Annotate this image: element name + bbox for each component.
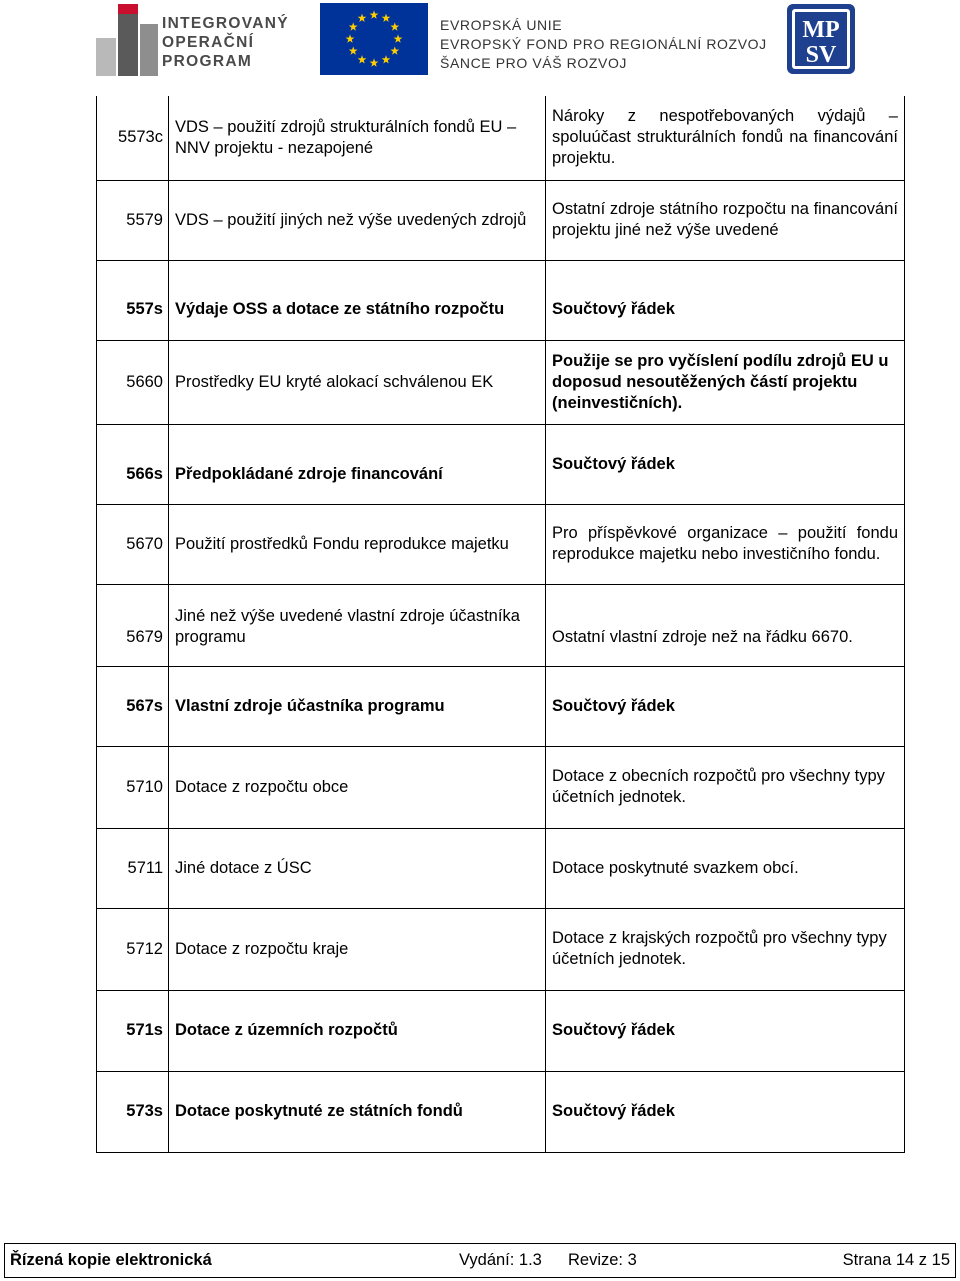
document-footer — [4, 1243, 956, 1278]
row-description: Součtový řádek — [546, 1071, 905, 1152]
iop-line-1: INTEGROVANÝ — [162, 15, 289, 32]
eu-flag-icon — [320, 3, 428, 75]
row-name: Výdaje OSS a dotace ze státního rozpočtu — [169, 260, 546, 340]
row-code: 5679 — [97, 584, 169, 666]
table-row — [97, 908, 905, 990]
row-description: Dotace z obecních rozpočtů pro všechny typy účetních jednotek. — [546, 746, 905, 828]
row-code: 5670 — [97, 504, 169, 584]
row-name: Vlastní zdroje účastníka programu — [169, 666, 546, 746]
table-row — [97, 746, 905, 828]
table-row-summary — [97, 424, 905, 504]
row-code: 5710 — [97, 746, 169, 828]
controlled-copy-label: Řízená kopie elektronická — [10, 1251, 212, 1269]
page-header — [0, 0, 960, 84]
row-code: 5573c — [97, 96, 169, 180]
row-description: Nároky z nespotřebovaných výdajů – spoluúčast strukturálních fondů na financování projektu. — [546, 96, 905, 180]
funding-codes-table — [96, 96, 905, 1153]
row-name: VDS – použití zdrojů strukturálních fondů EU – NNV projektu - nezapojené — [169, 96, 546, 180]
row-description: Součtový řádek — [546, 424, 905, 504]
row-code: 557s — [97, 260, 169, 340]
iop-line-2: OPERAČNÍ — [162, 34, 255, 51]
row-name: Prostředky EU kryté alokací schválenou EK — [169, 340, 546, 424]
table-row-summary — [97, 990, 905, 1071]
row-description: Součtový řádek — [546, 666, 905, 746]
row-code: 5660 — [97, 340, 169, 424]
table-row — [97, 340, 905, 424]
row-code: 571s — [97, 990, 169, 1071]
row-name: Použití prostředků Fondu reprodukce majetku — [169, 504, 546, 584]
table-row — [97, 504, 905, 584]
row-code: 5579 — [97, 180, 169, 260]
row-description: Ostatní zdroje státního rozpočtu na financování projektu jiné než výše uvedené — [546, 180, 905, 260]
row-code: 5711 — [97, 828, 169, 908]
table-row — [97, 584, 905, 666]
eu-line-2: EVROPSKÝ FOND PRO REGIONÁLNÍ ROZVOJ — [440, 36, 767, 52]
mpsv-logo-icon — [786, 3, 856, 75]
row-description: Ostatní vlastní zdroje než na řádku 6670. — [546, 584, 905, 666]
page-number: Strana 14 z 15 — [842, 1251, 950, 1269]
row-name: Dotace poskytnuté ze státních fondů — [169, 1071, 546, 1152]
mpsv-logo-line-1: MP — [802, 17, 840, 43]
row-code: 567s — [97, 666, 169, 746]
row-code: 573s — [97, 1071, 169, 1152]
row-name: Předpokládané zdroje financování — [169, 424, 546, 504]
funding-codes-table-wrap — [96, 96, 904, 1153]
row-name: Dotace z územních rozpočtů — [169, 990, 546, 1071]
row-description: Použije se pro vyčíslení podílu zdrojů EU u doposud nesoutěžených částí projektu (neinvestičních). — [546, 340, 905, 424]
row-description: Součtový řádek — [546, 260, 905, 340]
mpsv-logo-line-2: SV — [805, 42, 837, 68]
eu-wordmark — [440, 16, 767, 73]
row-code: 5712 — [97, 908, 169, 990]
table-row — [97, 180, 905, 260]
table-row — [97, 828, 905, 908]
table-row-summary — [97, 260, 905, 340]
row-description: Dotace z krajských rozpočtů pro všechny typy účetních jednotek. — [546, 908, 905, 990]
row-description: Pro příspěvkové organizace – použití fondu reprodukce majetku nebo investičního fondu. — [546, 504, 905, 584]
revision-number: Revize: 3 — [568, 1251, 637, 1269]
iop-emblem-icon — [96, 4, 158, 76]
row-name: Jiné než výše uvedené vlastní zdroje účastníka programu — [169, 584, 546, 666]
iop-wordmark — [162, 14, 289, 71]
table-row-summary — [97, 1071, 905, 1152]
row-name: Jiné dotace z ÚSC — [169, 828, 546, 908]
row-description: Součtový řádek — [546, 990, 905, 1071]
issue-number: Vydání: 1.3 — [459, 1251, 542, 1269]
row-name: Dotace z rozpočtu kraje — [169, 908, 546, 990]
row-code: 566s — [97, 424, 169, 504]
eu-line-3: ŠANCE PRO VÁŠ ROZVOJ — [440, 55, 628, 71]
table-row-summary — [97, 666, 905, 746]
iop-logo — [96, 4, 289, 76]
row-name: Dotace z rozpočtu obce — [169, 746, 546, 828]
eu-line-1: EVROPSKÁ UNIE — [440, 17, 563, 33]
row-description: Dotace poskytnuté svazkem obcí. — [546, 828, 905, 908]
table-row — [97, 96, 905, 180]
row-name: VDS – použití jiných než výše uvedených zdrojů — [169, 180, 546, 260]
iop-line-3: PROGRAM — [162, 53, 253, 70]
